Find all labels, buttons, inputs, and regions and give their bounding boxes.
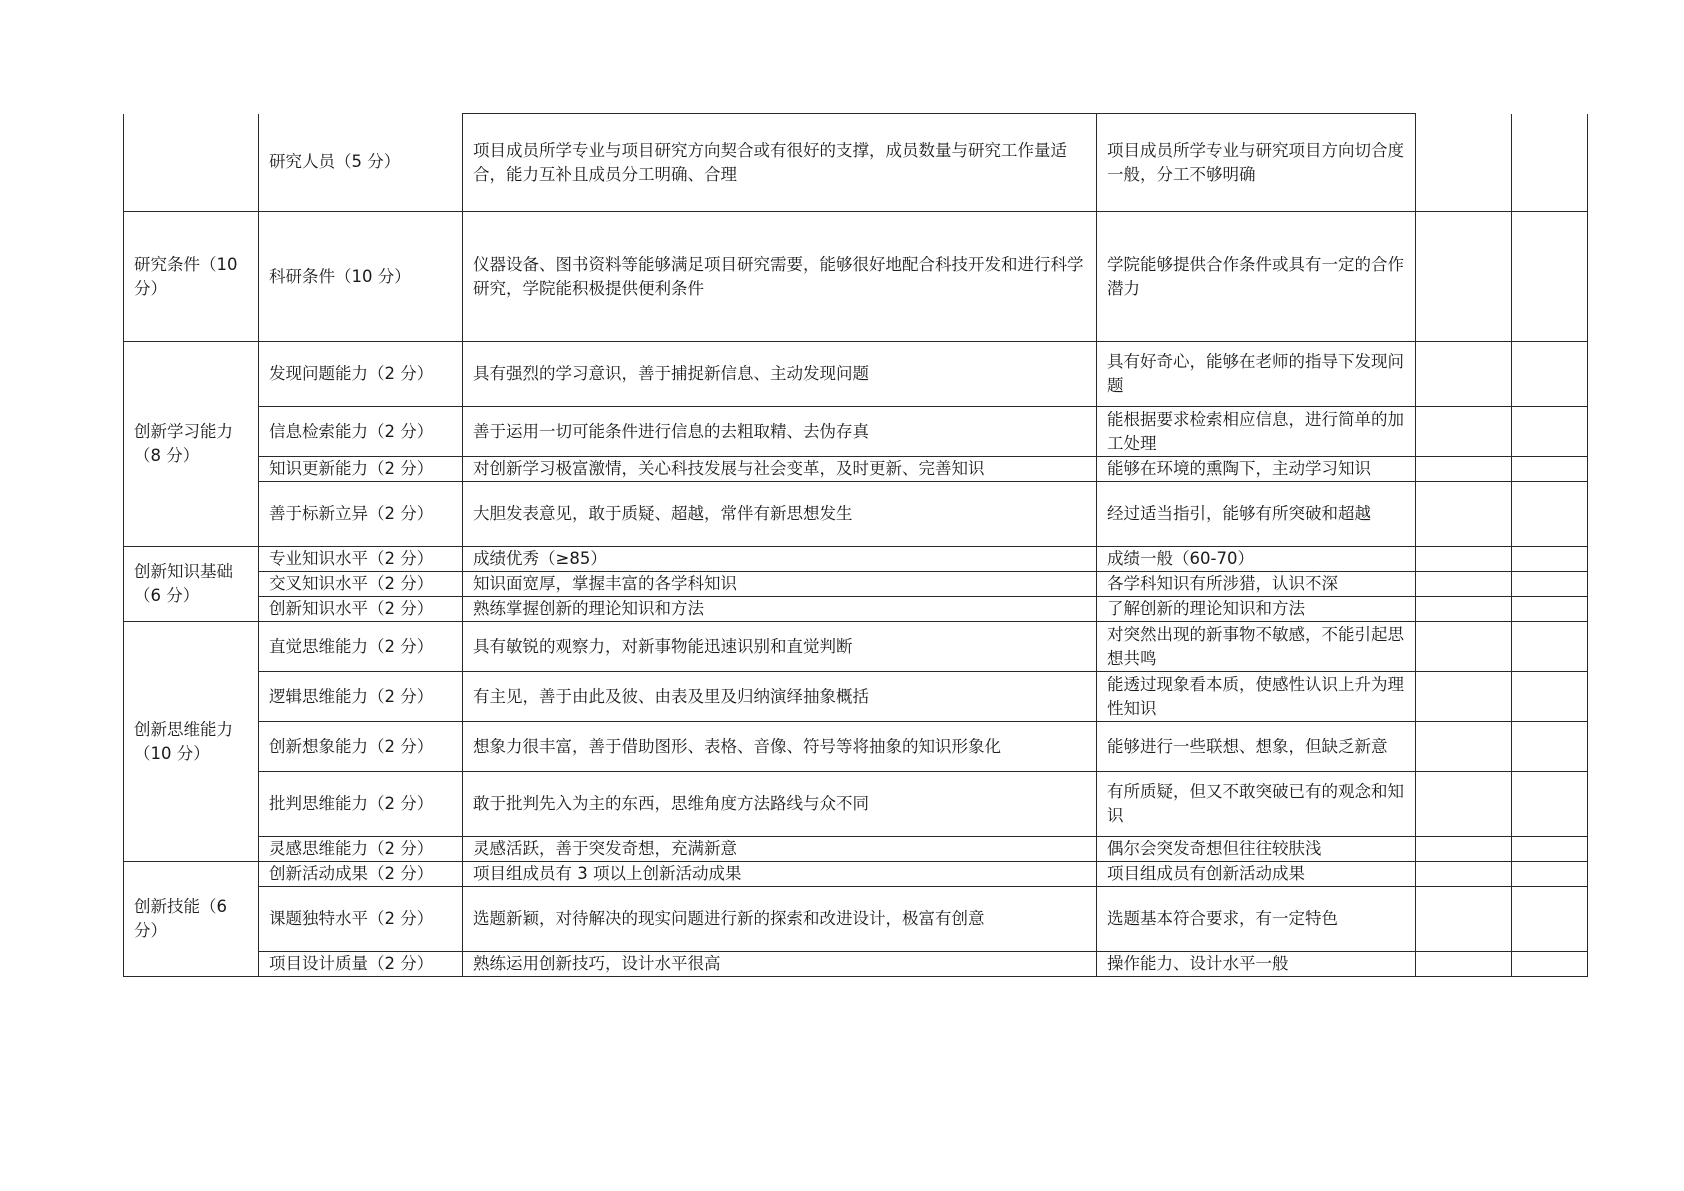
table-row — [124, 772, 1588, 837]
high-standard: 具有强烈的学习意识，善于捕捉新信息、主动发现问题 — [463, 342, 1097, 407]
score-cell — [1416, 342, 1512, 407]
high-standard: 选题新颖，对待解决的现实问题进行新的探索和改进设计，极富有创意 — [463, 887, 1097, 952]
basic-standard: 操作能力、设计水平一般 — [1097, 952, 1416, 977]
indicator-name: 灵感思维能力（2 分） — [259, 837, 463, 862]
indicator-name: 信息检索能力（2 分） — [259, 407, 463, 457]
basic-standard: 项目成员所学专业与研究项目方向切合度一般，分工不够明确 — [1097, 114, 1416, 212]
indicator-name: 项目设计质量（2 分） — [259, 952, 463, 977]
table-row — [124, 672, 1588, 722]
basic-standard: 能够在环境的熏陶下，主动学习知识 — [1097, 457, 1416, 482]
table-row — [124, 572, 1588, 597]
criterion-cell: 创新技能（6 分） — [124, 862, 259, 977]
table-row — [124, 622, 1588, 672]
table-row — [124, 952, 1588, 977]
remark-cell — [1512, 547, 1588, 572]
basic-standard: 能够进行一些联想、想象，但缺乏新意 — [1097, 722, 1416, 772]
remark-cell — [1512, 837, 1588, 862]
indicator-name: 创新活动成果（2 分） — [259, 862, 463, 887]
indicator-name: 科研条件（10 分） — [259, 212, 463, 342]
score-cell — [1416, 887, 1512, 952]
table-row — [124, 457, 1588, 482]
basic-standard: 能根据要求检索相应信息，进行简单的加工处理 — [1097, 407, 1416, 457]
score-cell — [1416, 407, 1512, 457]
remark-cell — [1512, 672, 1588, 722]
high-standard: 善于运用一切可能条件进行信息的去粗取精、去伪存真 — [463, 407, 1097, 457]
high-standard: 项目成员所学专业与项目研究方向契合或有很好的支撑，成员数量与研究工作量适合，能力互补且成员分工明确、合理 — [463, 114, 1097, 212]
criterion-cell: 创新知识基础（6 分） — [124, 547, 259, 622]
remark-cell — [1512, 862, 1588, 887]
score-cell — [1416, 772, 1512, 837]
indicator-name: 交叉知识水平（2 分） — [259, 572, 463, 597]
remark-cell — [1512, 114, 1588, 212]
criterion-cell — [124, 114, 259, 212]
score-cell — [1416, 482, 1512, 547]
remark-cell — [1512, 457, 1588, 482]
remark-cell — [1512, 887, 1588, 952]
criterion-cell: 研究条件（10 分） — [124, 212, 259, 342]
score-cell — [1416, 622, 1512, 672]
high-standard: 仪器设备、图书资料等能够满足项目研究需要，能够很好地配合科技开发和进行科学研究，学院能积极提供便利条件 — [463, 212, 1097, 342]
high-standard: 对创新学习极富激情，关心科技发展与社会变革，及时更新、完善知识 — [463, 457, 1097, 482]
high-standard: 知识面宽厚，掌握丰富的各学科知识 — [463, 572, 1097, 597]
high-standard: 熟练运用创新技巧，设计水平很高 — [463, 952, 1097, 977]
remark-cell — [1512, 622, 1588, 672]
score-cell — [1416, 597, 1512, 622]
high-standard: 项目组成员有 3 项以上创新活动成果 — [463, 862, 1097, 887]
basic-standard: 经过适当指引，能够有所突破和超越 — [1097, 482, 1416, 547]
table-row — [124, 212, 1588, 342]
score-cell — [1416, 572, 1512, 597]
score-cell — [1416, 862, 1512, 887]
remark-cell — [1512, 597, 1588, 622]
table-row — [124, 722, 1588, 772]
table-row — [124, 837, 1588, 862]
table-row — [124, 482, 1588, 547]
high-standard: 想象力很丰富，善于借助图形、表格、音像、符号等将抽象的知识形象化 — [463, 722, 1097, 772]
high-standard: 成绩优秀（≥85） — [463, 547, 1097, 572]
indicator-name: 创新知识水平（2 分） — [259, 597, 463, 622]
indicator-name: 研究人员（5 分） — [259, 114, 463, 212]
basic-standard: 偶尔会突发奇想但往往较肤浅 — [1097, 837, 1416, 862]
remark-cell — [1512, 952, 1588, 977]
remark-cell — [1512, 482, 1588, 547]
indicator-name: 逻辑思维能力（2 分） — [259, 672, 463, 722]
high-standard: 灵感活跃，善于突发奇想，充满新意 — [463, 837, 1097, 862]
score-cell — [1416, 212, 1512, 342]
score-cell — [1416, 672, 1512, 722]
score-cell — [1416, 722, 1512, 772]
basic-standard: 成绩一般（60-70） — [1097, 547, 1416, 572]
basic-standard: 选题基本符合要求，有一定特色 — [1097, 887, 1416, 952]
score-cell — [1416, 114, 1512, 212]
remark-cell — [1512, 772, 1588, 837]
indicator-name: 课题独特水平（2 分） — [259, 887, 463, 952]
basic-standard: 具有好奇心，能够在老师的指导下发现问题 — [1097, 342, 1416, 407]
score-cell — [1416, 547, 1512, 572]
score-cell — [1416, 837, 1512, 862]
remark-cell — [1512, 572, 1588, 597]
table-row — [124, 114, 1588, 212]
criterion-cell: 创新思维能力（10 分） — [124, 622, 259, 862]
table-row — [124, 547, 1588, 572]
table-row — [124, 887, 1588, 952]
indicator-name: 专业知识水平（2 分） — [259, 547, 463, 572]
remark-cell — [1512, 722, 1588, 772]
table-row — [124, 342, 1588, 407]
score-cell — [1416, 952, 1512, 977]
score-cell — [1416, 457, 1512, 482]
table-row — [124, 862, 1588, 887]
high-standard: 具有敏锐的观察力，对新事物能迅速识别和直觉判断 — [463, 622, 1097, 672]
remark-cell — [1512, 407, 1588, 457]
high-standard: 熟练掌握创新的理论知识和方法 — [463, 597, 1097, 622]
basic-standard: 学院能够提供合作条件或具有一定的合作潜力 — [1097, 212, 1416, 342]
high-standard: 有主见，善于由此及彼、由表及里及归纳演绎抽象概括 — [463, 672, 1097, 722]
indicator-name: 知识更新能力（2 分） — [259, 457, 463, 482]
basic-standard: 对突然出现的新事物不敏感，不能引起思想共鸣 — [1097, 622, 1416, 672]
indicator-name: 直觉思维能力（2 分） — [259, 622, 463, 672]
basic-standard: 能透过现象看本质，使感性认识上升为理性知识 — [1097, 672, 1416, 722]
indicator-name: 创新想象能力（2 分） — [259, 722, 463, 772]
basic-standard: 了解创新的理论知识和方法 — [1097, 597, 1416, 622]
criterion-cell: 创新学习能力（8 分） — [124, 342, 259, 547]
high-standard: 大胆发表意见，敢于质疑、超越，常伴有新思想发生 — [463, 482, 1097, 547]
basic-standard: 有所质疑，但又不敢突破已有的观念和知识 — [1097, 772, 1416, 837]
high-standard: 敢于批判先入为主的东西，思维角度方法路线与众不同 — [463, 772, 1097, 837]
table-row — [124, 407, 1588, 457]
indicator-name: 发现问题能力（2 分） — [259, 342, 463, 407]
indicator-name: 善于标新立异（2 分） — [259, 482, 463, 547]
basic-standard: 项目组成员有创新活动成果 — [1097, 862, 1416, 887]
remark-cell — [1512, 212, 1588, 342]
evaluation-criteria-table — [123, 113, 1588, 977]
remark-cell — [1512, 342, 1588, 407]
basic-standard: 各学科知识有所涉猎，认识不深 — [1097, 572, 1416, 597]
table-row — [124, 597, 1588, 622]
indicator-name: 批判思维能力（2 分） — [259, 772, 463, 837]
